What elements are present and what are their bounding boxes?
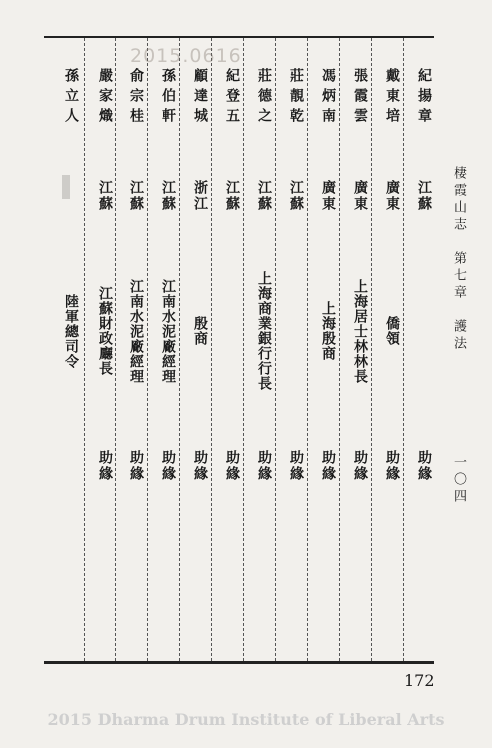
donor-occupation: 江南水泥廠經理 bbox=[128, 278, 144, 384]
donor-name: 張霞雲 bbox=[352, 68, 368, 128]
donation-type: 助緣 bbox=[256, 450, 272, 482]
row-divider bbox=[179, 38, 180, 661]
donor-province: 廣東 bbox=[384, 180, 400, 212]
row-divider bbox=[403, 38, 404, 661]
watermark: 2015 Dharma Drum Institute of Liberal Arts bbox=[47, 710, 445, 729]
row-divider bbox=[371, 38, 372, 661]
donation-type: 助緣 bbox=[320, 450, 336, 482]
row-divider bbox=[84, 38, 85, 661]
table-row bbox=[115, 38, 146, 661]
donation-type: 助緣 bbox=[352, 450, 368, 482]
row-divider bbox=[243, 38, 244, 661]
donor-name: 俞宗桂 bbox=[128, 68, 144, 128]
donor-province: 江蘇 bbox=[288, 180, 304, 212]
donor-name: 莊靚乾 bbox=[288, 68, 304, 128]
donor-province: 江蘇 bbox=[224, 180, 240, 212]
donor-province: 江蘇 bbox=[256, 180, 272, 212]
ink-blot bbox=[62, 175, 70, 199]
table-row bbox=[50, 38, 81, 661]
donor-name: 紀登五 bbox=[224, 68, 240, 128]
bottom-rule bbox=[44, 661, 434, 664]
donor-province: 浙江 bbox=[192, 180, 208, 212]
donor-province: 江蘇 bbox=[128, 180, 144, 212]
running-header: 棲霞山志 第七章 護法 一〇四 bbox=[451, 166, 466, 506]
donor-name: 顧達城 bbox=[192, 68, 208, 128]
table-row bbox=[275, 38, 306, 661]
row-divider bbox=[307, 38, 308, 661]
donor-occupation: 僑領 bbox=[384, 316, 400, 346]
donor-occupation: 上海居士林林長 bbox=[352, 278, 368, 384]
donor-occupation: 上海商業銀行行長 bbox=[256, 271, 272, 391]
table-row bbox=[243, 38, 274, 661]
donor-name: 莊德之 bbox=[256, 68, 272, 128]
donor-occupation: 陸軍總司令 bbox=[63, 293, 79, 369]
row-divider bbox=[211, 38, 212, 661]
donor-province: 江蘇 bbox=[416, 180, 432, 212]
table-row bbox=[371, 38, 402, 661]
donor-name: 紀揚章 bbox=[416, 68, 432, 128]
row-divider bbox=[115, 38, 116, 661]
row-divider bbox=[275, 38, 276, 661]
table-row bbox=[84, 38, 115, 661]
donation-type: 助緣 bbox=[128, 450, 144, 482]
donor-name: 孫伯軒 bbox=[160, 68, 176, 128]
row-divider bbox=[339, 38, 340, 661]
page-number: 172 bbox=[404, 671, 435, 690]
donor-name: 孫立人 bbox=[63, 68, 79, 128]
donation-type: 助緣 bbox=[192, 450, 208, 482]
table-row bbox=[307, 38, 338, 661]
library-stamp: 2015.0616 bbox=[130, 45, 242, 67]
row-divider bbox=[147, 38, 148, 661]
donation-type: 助緣 bbox=[224, 450, 240, 482]
donor-table bbox=[44, 36, 434, 664]
donation-type: 助緣 bbox=[97, 450, 113, 482]
donor-occupation: 上海殷商 bbox=[320, 301, 336, 361]
donation-type: 助緣 bbox=[160, 450, 176, 482]
donor-occupation bbox=[275, 216, 306, 446]
donor-name: 馮炳南 bbox=[320, 68, 336, 128]
donor-name: 嚴家熾 bbox=[97, 68, 113, 128]
table-row bbox=[403, 38, 434, 661]
donor-province: 廣東 bbox=[352, 180, 368, 212]
donor-province: 江蘇 bbox=[97, 180, 113, 212]
table-row bbox=[147, 38, 178, 661]
table-row bbox=[211, 38, 242, 661]
donor-occupation bbox=[211, 216, 242, 446]
donor-occupation: 江南水泥廠經理 bbox=[160, 278, 176, 384]
table-row bbox=[179, 38, 210, 661]
donor-occupation: 江蘇財政廳長 bbox=[97, 286, 113, 376]
donation-type: 助緣 bbox=[416, 450, 432, 482]
table-row bbox=[339, 38, 370, 661]
donor-occupation: 殷商 bbox=[192, 316, 208, 346]
donor-province: 廣東 bbox=[320, 180, 336, 212]
donor-name: 戴東培 bbox=[384, 68, 400, 128]
donation-type: 助緣 bbox=[288, 450, 304, 482]
donation-type bbox=[50, 436, 81, 496]
donor-province: 江蘇 bbox=[160, 180, 176, 212]
donation-type: 助緣 bbox=[384, 450, 400, 482]
donor-occupation bbox=[403, 216, 434, 446]
